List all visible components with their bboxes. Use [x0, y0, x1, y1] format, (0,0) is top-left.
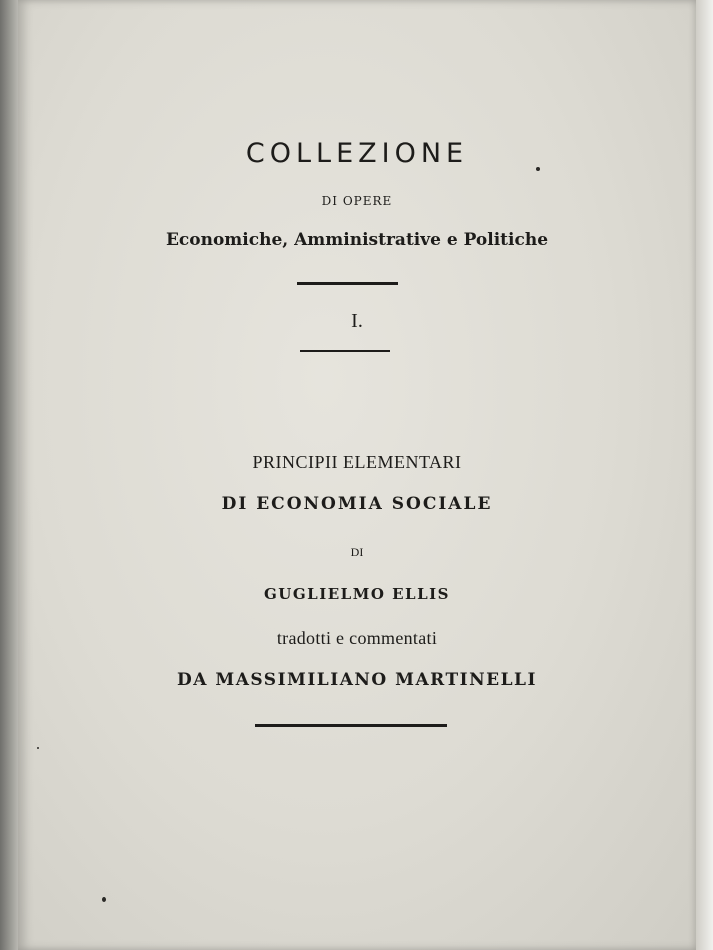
work-title-line2: DI ECONOMIA SOCIALE	[221, 494, 493, 514]
by-label: DI	[350, 545, 364, 559]
book-binding-edge	[0, 0, 18, 950]
ink-speck	[37, 747, 39, 749]
collection-subtitle: Economiche, Amministrative e Politiche	[165, 230, 549, 250]
translation-note: tradotti e commentati	[276, 628, 438, 648]
rule-divider-bottom	[255, 724, 447, 727]
di-opere-line: DI OPERE	[321, 194, 393, 208]
ink-speck	[536, 167, 540, 171]
author-name: GUGLIELMO ELLIS	[263, 585, 450, 603]
collection-title: COLLEZIONE	[245, 138, 469, 169]
rule-divider-middle	[300, 350, 390, 352]
work-title-line1: PRINCIPII ELEMENTARI	[252, 452, 462, 472]
ink-speck	[102, 897, 106, 902]
translator-name: DA MASSIMILIANO MARTINELLI	[177, 670, 537, 690]
title-page	[18, 0, 696, 950]
volume-number: I.	[351, 310, 363, 332]
rule-divider-top	[297, 282, 398, 285]
page-right-edge	[696, 0, 713, 950]
